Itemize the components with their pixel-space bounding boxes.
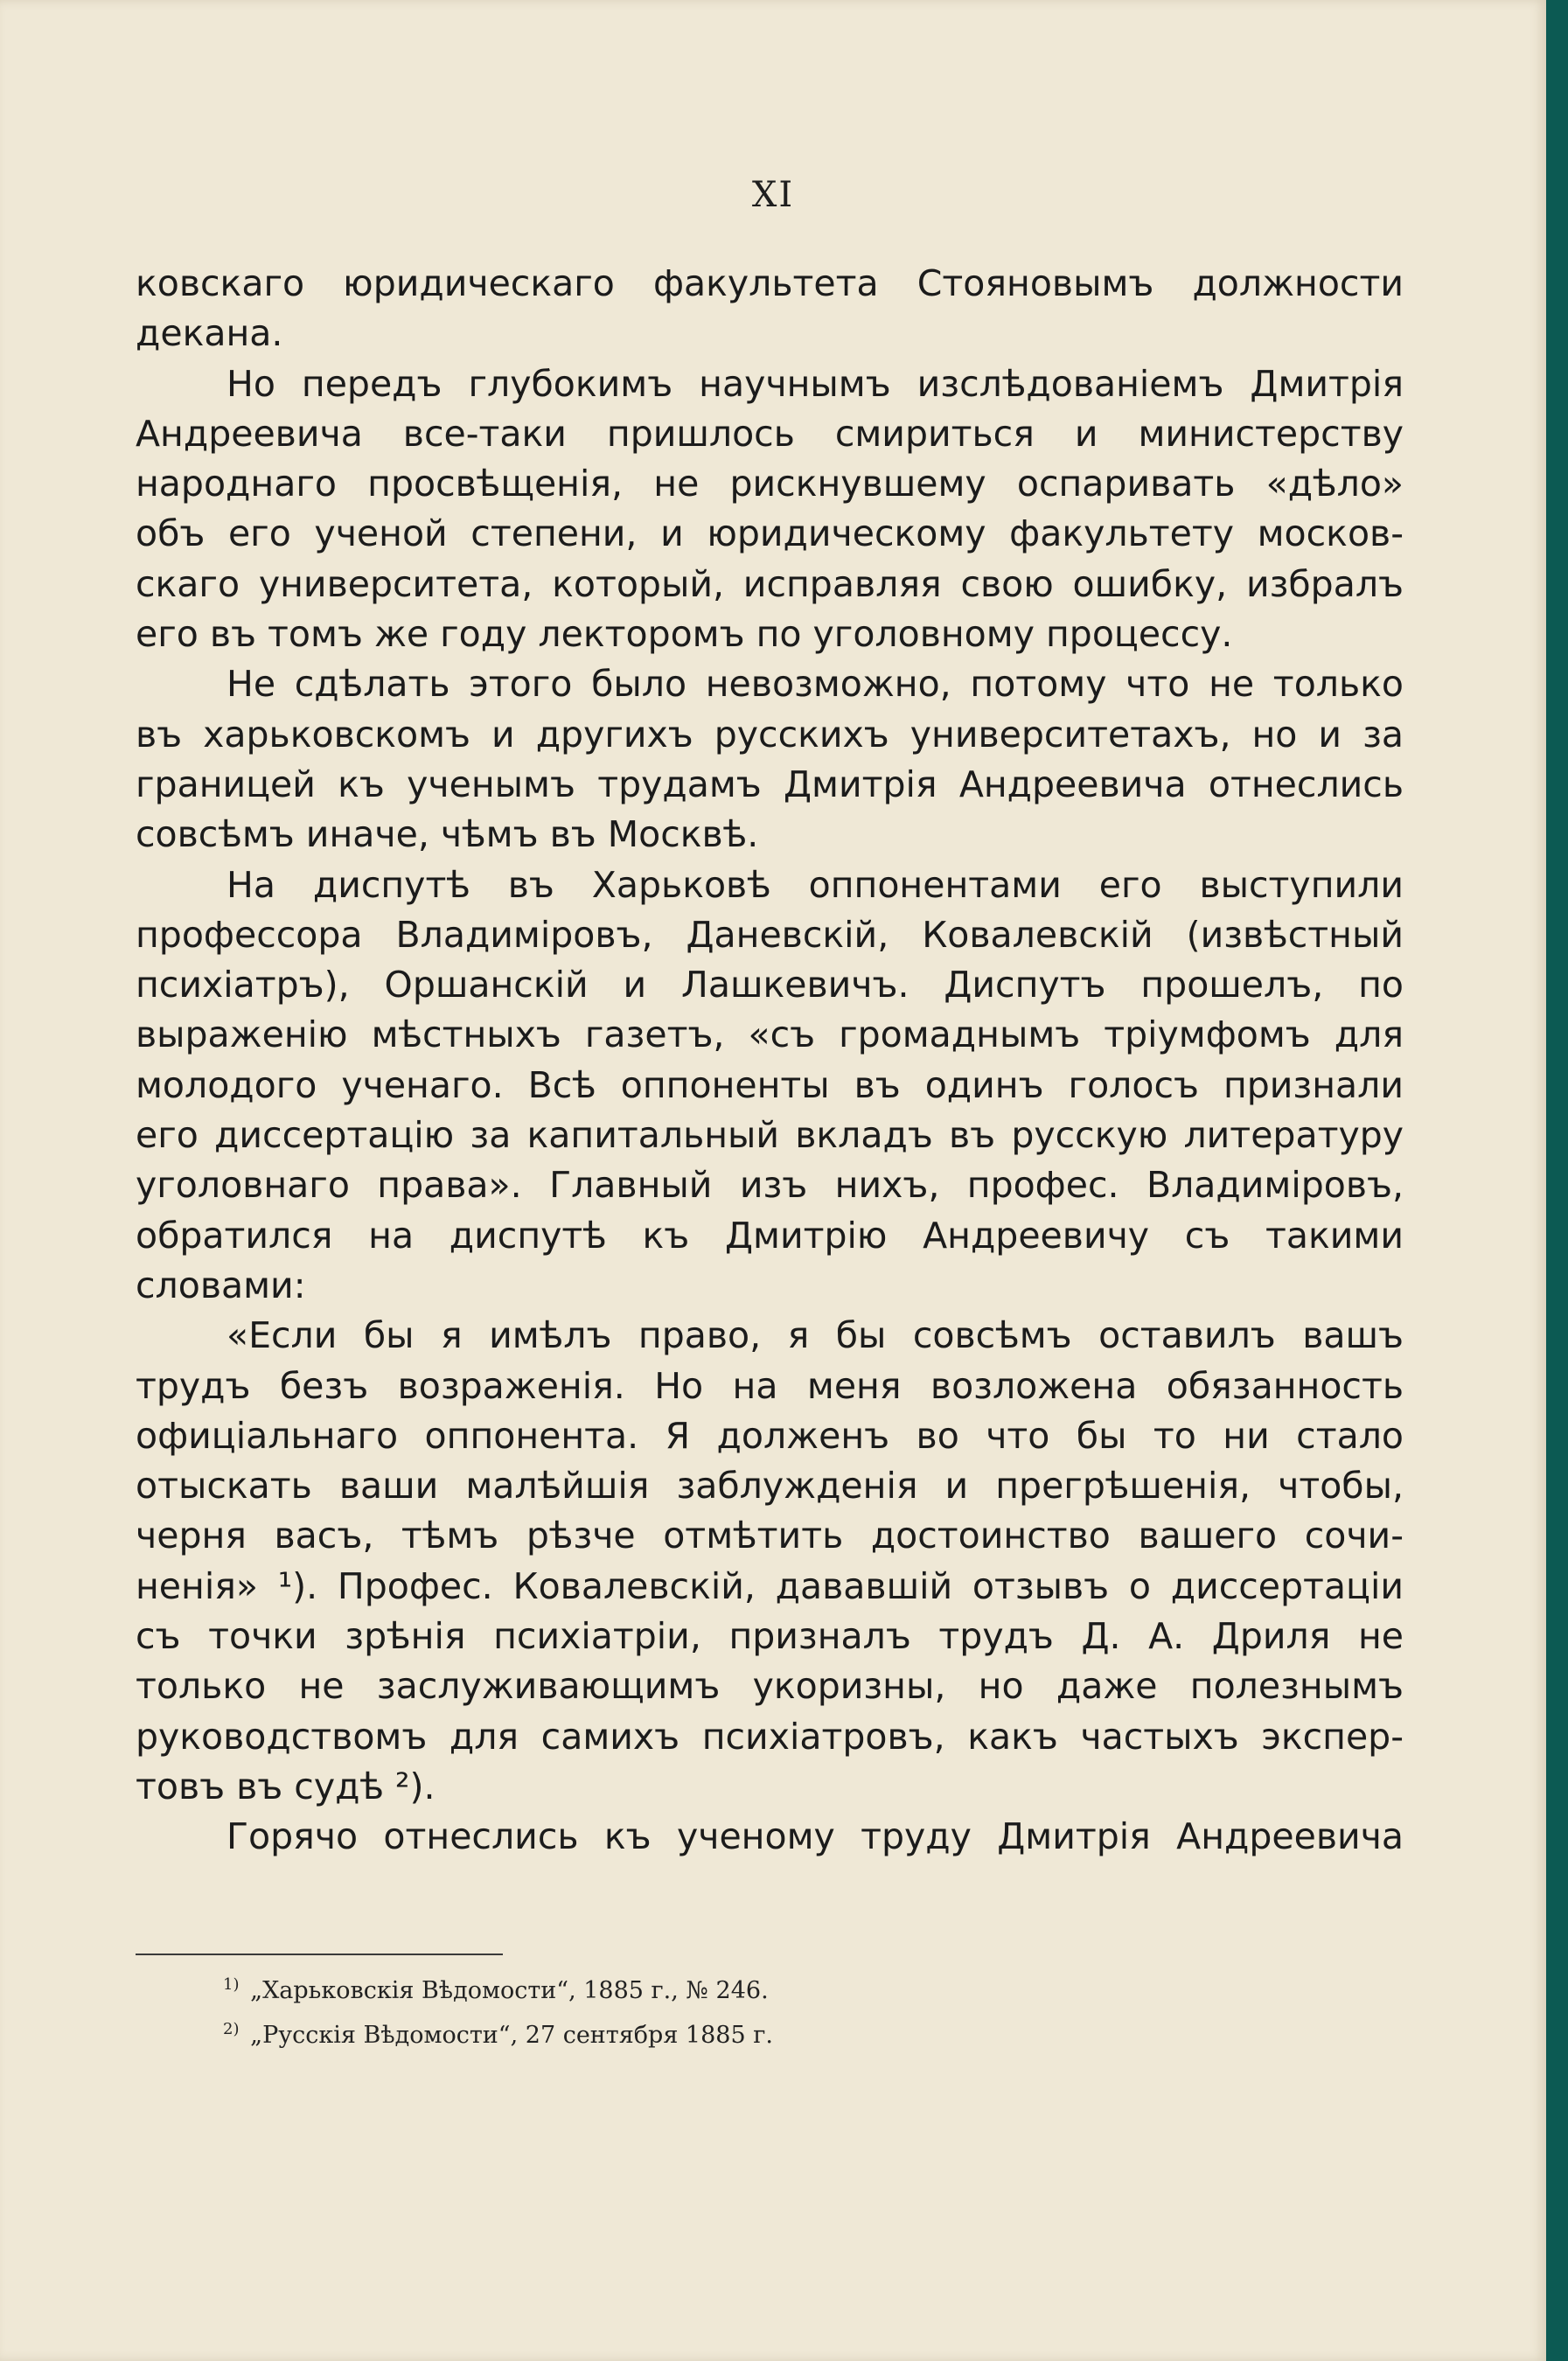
- text-line: границей къ ученымъ трудамъ Дмитрія Андреевича отнеслись: [136, 763, 1404, 805]
- text-line: На диспутѣ въ Харьковѣ оппонентами его выступили: [226, 863, 1404, 906]
- text-line: психіатръ), Оршанскій и Лашкевичъ. Диспутъ прошелъ, по: [136, 964, 1404, 1006]
- text-line: его диссертацію за капитальный вкладъ въ русскую литературу: [136, 1114, 1404, 1157]
- page-number: XI: [751, 175, 795, 215]
- text-line: объ его ученой степени, и юридическому факультету москов-: [136, 512, 1404, 555]
- text-line: Андреевича все-таки пришлось смириться и министерству: [136, 412, 1404, 455]
- footnote-divider: [136, 1954, 503, 1955]
- text-line: только не заслуживающимъ укоризны, но даже полезнымъ: [136, 1665, 1404, 1708]
- text-line: молодого ученаго. Всѣ оппоненты въ одинъ голосъ признали: [136, 1063, 1404, 1106]
- text-line: обратился на диспутѣ къ Дмитрію Андреевичу съ такими: [136, 1214, 1404, 1257]
- footnote-mark: 1): [223, 1975, 240, 1994]
- text-line: Горячо отнеслись къ ученому труду Дмитрія Андреевича: [226, 1815, 1404, 1858]
- text-line: ненія» ¹). Профес. Ковалевскій, дававшій отзывъ о диссертаціи: [136, 1564, 1404, 1607]
- text-line: «Если бы я имѣлъ право, я бы совсѣмъ оставилъ вашъ: [226, 1314, 1404, 1357]
- footnote: [223, 2010, 1185, 2055]
- text-line: декана.: [136, 312, 283, 355]
- text-line: уголовнаго права». Главный изъ нихъ, профес. Владиміровъ,: [136, 1164, 1404, 1207]
- text-line: выраженію мѣстныхъ газетъ, «съ громаднымъ тріумфомъ для: [136, 1013, 1404, 1056]
- text-line: черня васъ, тѣмъ рѣзче отмѣтить достоинство вашего сочи-: [136, 1515, 1404, 1557]
- text-line: въ харьковскомъ и другихъ русскихъ университетахъ, но и за: [136, 713, 1404, 756]
- footnote-text: „Харьковскія Вѣдомости“, 1885 г., № 246.: [250, 1977, 769, 2004]
- text-line: отыскать ваши малѣйшія заблужденія и прегрѣшенія, чтобы,: [136, 1465, 1404, 1508]
- footnote-mark: 2): [223, 2020, 240, 2038]
- body-text: [136, 259, 1404, 1863]
- text-line: товъ въ судѣ ²).: [136, 1765, 436, 1807]
- text-line: народнаго просвѣщенія, не рискнувшему оспаривать «дѣло»: [136, 463, 1404, 505]
- text-line: руководствомъ для самихъ психіатровъ, какъ частыхъ экспер-: [136, 1715, 1404, 1758]
- footnotes: [223, 1966, 1185, 2055]
- text-line: трудъ безъ возраженія. Но на меня возложена обязанность: [136, 1364, 1404, 1407]
- text-line: ковскаго юридическаго факультета Стояновымъ должности: [136, 262, 1404, 304]
- footnote: [223, 1966, 1185, 2010]
- text-line: совсѣмъ иначе, чѣмъ въ Москвѣ.: [136, 813, 759, 856]
- footnote-text: „Русскія Вѣдомости“, 27 сентября 1885 г.: [250, 2022, 773, 2049]
- text-line: Но передъ глубокимъ научнымъ изслѣдованіемъ Дмитрія: [226, 362, 1404, 405]
- text-line: профессора Владиміровъ, Даневскій, Ковалевскій (извѣстный: [136, 913, 1404, 956]
- text-line: скаго университета, который, исправляя свою ошибку, избралъ: [136, 562, 1404, 605]
- text-line: съ точки зрѣнія психіатріи, призналъ трудъ Д. А. Дриля не: [136, 1615, 1404, 1658]
- text-line: его въ томъ же году лекторомъ по уголовному процессу.: [136, 613, 1233, 656]
- text-line: словами:: [136, 1264, 306, 1306]
- text-line: офиціальнаго оппонента. Я долженъ во что бы то ни стало: [136, 1414, 1404, 1457]
- text-line: Не сдѣлать этого было невозможно, потому что не только: [226, 663, 1404, 706]
